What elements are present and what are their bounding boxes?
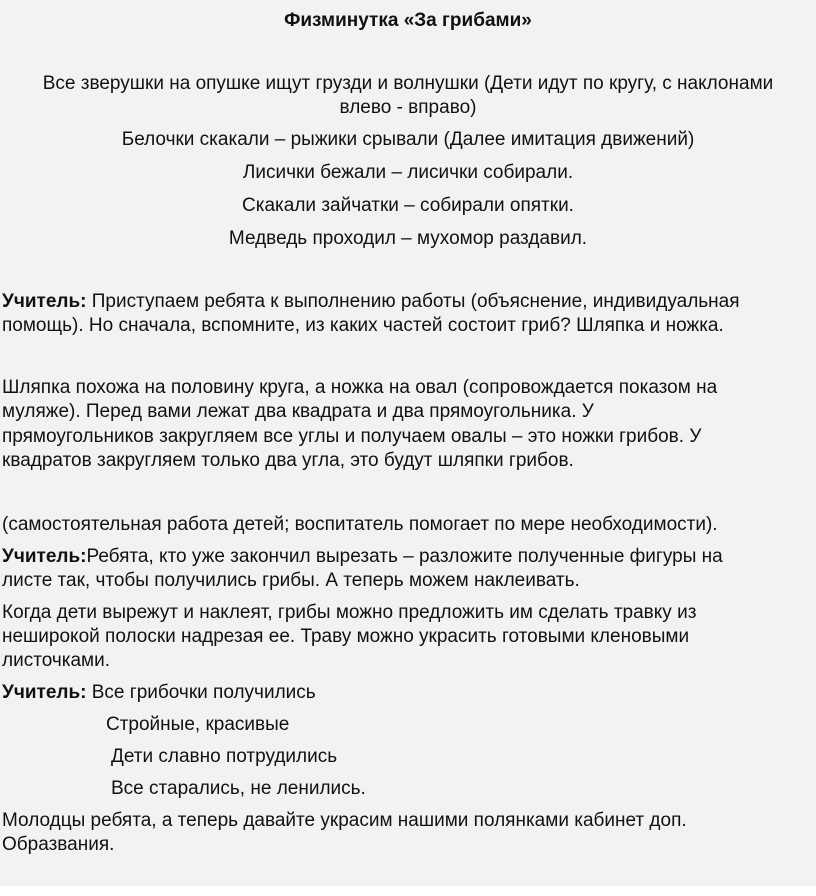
- paragraph-1-line-1: Приступаем ребята к выполнению работы (объяснение, индивидуальная: [86, 291, 740, 312]
- teacher-label: Учитель:: [2, 546, 87, 567]
- teacher-label: Учитель:: [2, 291, 87, 312]
- paragraph-5-line-1: Когда дети вырежут и наклеят, грибы можно предложить им сделать травку из: [2, 602, 697, 623]
- teacher-paragraph-1: [2, 290, 814, 314]
- verse-line-1: Все грибочки получились: [86, 682, 316, 703]
- verse-line-2: Стройные, красивые: [106, 714, 290, 735]
- paragraph-2-line-3: прямоугольников закругляем все углы и получаем овалы – это ножки грибов. У: [2, 426, 702, 447]
- poem-line-2: Белочки скакали – рыжики срывали (Далее имитация движений): [121, 129, 695, 150]
- paragraph-3: (самостоятельная работа детей; воспитатель помогает по мере необходимости).: [2, 514, 718, 535]
- poem-line-1a: Все зверушки на опушке ищут грузди и волнушки (Дети идут по кругу, с наклонами: [42, 73, 774, 94]
- page-title: Физминутка «За грибами»: [284, 10, 532, 31]
- paragraph-1-line-2: помощь). Но сначала, вспомните, из каких частей состоит гриб? Шляпка и ножка.: [2, 315, 724, 336]
- teacher-label: Учитель:: [2, 682, 87, 703]
- teacher-paragraph-3: [2, 681, 814, 705]
- poem-line-4: Скакали зайчатки – собирали опятки.: [242, 195, 574, 216]
- poem-line-3: Лисички бежали – лисички собирали.: [242, 162, 574, 183]
- paragraph-7-line-2: Образвания.: [2, 834, 115, 855]
- paragraph-2-line-2: муляже). Перед вами лежат два квадрата и два прямоугольника. У: [2, 401, 594, 422]
- poem-line-1b: влево - вправо): [339, 97, 477, 118]
- paragraph-4-line-2: листе так, чтобы получились грибы. А теперь можем наклеивать.: [2, 570, 580, 591]
- paragraph-2-line-4: квадратов закругляем только два угла, это будут шляпки грибов.: [2, 450, 574, 471]
- verse-line-3: Дети славно потрудились: [111, 746, 338, 767]
- paragraph-4-line-1: Ребята, кто уже закончил вырезать – разложите полученные фигуры на: [86, 546, 723, 567]
- paragraph-5-line-3: листочками.: [2, 650, 110, 671]
- paragraph-2-line-1: Шляпка похожа на половину круга, а ножка на овал (сопровождается показом на: [2, 377, 718, 398]
- paragraph-7-line-1: Молодцы ребята, а теперь давайте украсим нашими полянками кабинет доп.: [2, 810, 687, 831]
- teacher-paragraph-2: [2, 545, 814, 569]
- verse-line-4: Все старались, не ленились.: [111, 778, 366, 799]
- poem-line-5: Медведь проходил – мухомор раздавил.: [228, 228, 588, 249]
- paragraph-5-line-2: неширокой полоски надрезая ее. Траву можно украсить готовыми кленовыми: [2, 626, 690, 647]
